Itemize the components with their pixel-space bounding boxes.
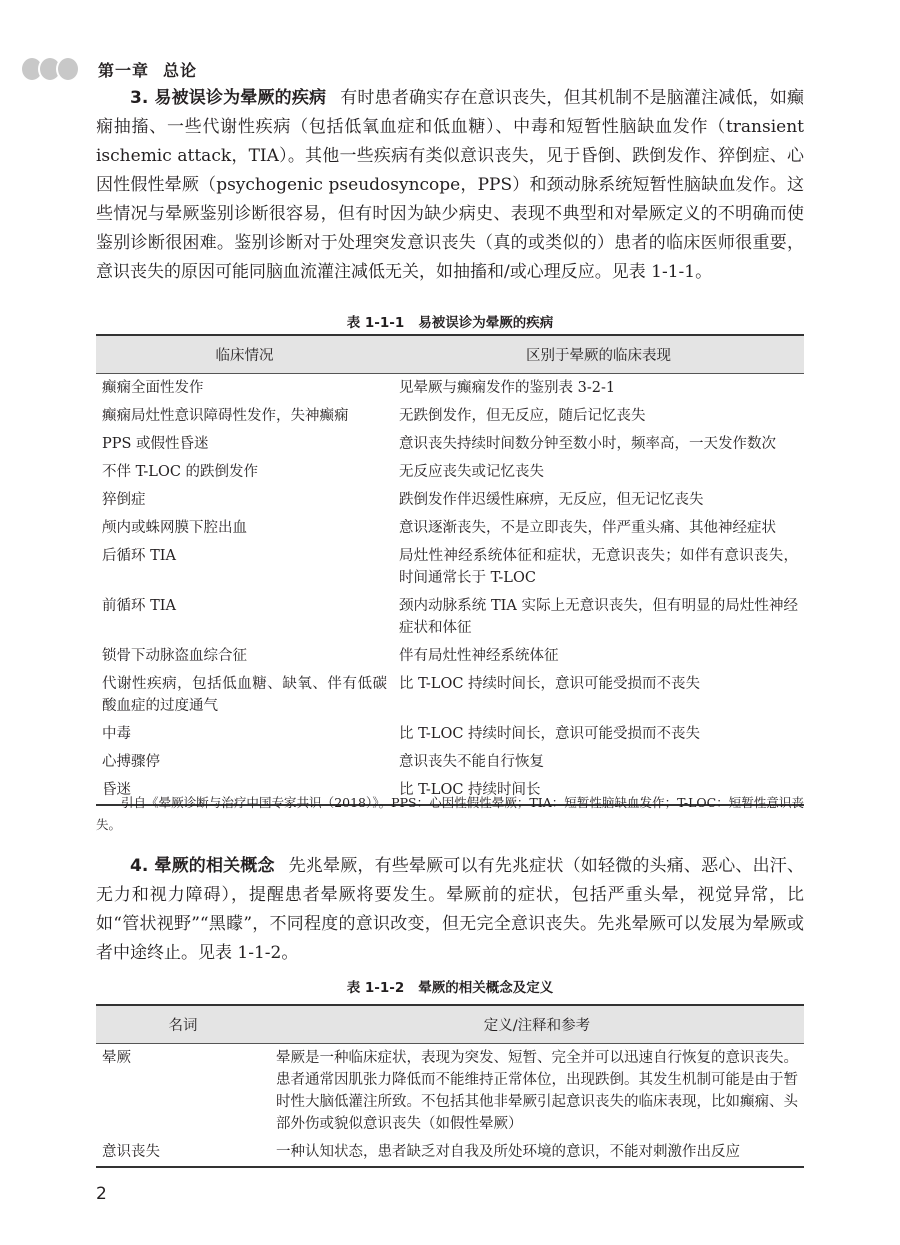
table-cell: 颈内动脉系统 TIA 实际上无意识丧失，但有明显的局灶性神经症状和体征 [399,598,798,636]
chapter-number: 第一章 [98,60,150,80]
table-cell: 意识丧失 [102,1144,160,1160]
chapter-title [98,58,197,81]
table-cell: 锁骨下动脉盗血综合征 [102,648,247,664]
table-title: 晕厥的相关概念及定义 [418,980,554,996]
table-misdiagnosis [96,334,804,806]
column-header: 名词 [96,1005,270,1044]
table-cell: 见晕厥与癫痫发作的鉴别表 3-2-1 [399,380,616,396]
table-row [96,592,804,642]
table-cell: 无跌倒发作，但无反应，随后记忆丧失 [399,408,646,424]
table-cell: 比 T-LOC 持续时间长，意识可能受损而不丧失 [399,676,701,692]
table-cell: 猝倒症 [102,492,146,508]
table-cell: 心搏骤停 [102,754,160,770]
table-row [96,374,804,403]
table-cell: PPS 或假性昏迷 [102,436,209,452]
table-cell: 中毒 [102,726,131,742]
table-cell: 癫痫局灶性意识障碍性发作，失神癫痫 [102,408,349,424]
table-cell: 局灶性神经系统体征和症状，无意识丧失；如伴有意识丧失，时间通常长于 T-LOC [399,548,798,586]
table-row [96,514,804,542]
section-3-paragraph [96,84,804,287]
table-row [96,1138,804,1167]
table-1-footnote: 引自《晕厥诊断与治疗中国专家共识（2018）》。PPS：心因性假性晕厥；TIA：短暂性脑缺血发作；T-LOC：短暂性意识丧失。 [96,795,804,832]
table-row [96,670,804,720]
column-header: 临床情况 [96,335,393,374]
table-cell: 比 T-LOC 持续时间长 [399,782,541,798]
table-title: 易被误诊为晕厥的疾病 [418,315,554,331]
table-row [96,542,804,592]
column-header: 定义/注释和参考 [270,1005,804,1044]
table-cell: 跌倒发作伴迟缓性麻痹，无反应，但无记忆丧失 [399,492,704,508]
table-number: 表 1-1-2 [346,980,405,996]
table-cell: 昏迷 [102,782,131,798]
table-row [96,748,804,776]
chapter-logo-icon [20,56,80,82]
table-cell: 代谢性疾病，包括低血糖、缺氧、伴有低碳酸血症的过度通气 [102,676,387,714]
table-cell: 意识逐渐丧失，不是立即丧失，伴严重头痛、其他神经症状 [399,520,776,536]
table-1-caption [96,311,804,331]
section-3-text: 有时患者确实存在意识丧失，但其机制不是脑灌注减低，如癫痫抽搐、一些代谢性疾病（包括低氧血症和低血糖）、中毒和短暂性脑缺血发作（transient ischemic attack，TIA）。其他一些疾病有类似意识丧失，见于昏倒、跌倒发作、猝倒症、心因性假性晕厥（psychogenic pseudosyncope，PPS）和颈动脉系统短暂性脑缺血发作。这些情况与晕厥鉴别诊断很容易，但有时因为缺少病史、表现不典型和对晕厥定义的不明确而使鉴别诊断很困难。鉴别诊断对于处理突发意识丧失（真的或类似的）患者的临床医师很重要，意识丧失的原因可能同脑血流灌注减低无关，如抽搐和/或心理反应。见表 1-1-1。 [96,88,804,282]
section-4-text: 先兆晕厥，有些晕厥可以有先兆症状（如轻微的头痛、恶心、出汗、无力和视力障碍），提醒患者晕厥将要发生。晕厥前的症状，包括严重头晕，视觉异常，比如“管状视野”“黑矇”，不同程度的意识改变，但无完全意识丧失。先兆晕厥可以发展为晕厥或者中途终止。见表 1-1-2。 [96,856,804,963]
table-cell: 不伴 T-LOC 的跌倒发作 [102,464,259,480]
table-cell: 晕厥 [102,1050,131,1066]
running-header [20,56,197,82]
table-number: 表 1-1-1 [346,315,405,331]
table-row [96,486,804,514]
table-cell: 无反应丧失或记忆丧失 [399,464,544,480]
table-cell: 前循环 TIA [102,598,176,614]
table-row [96,402,804,430]
section-4-heading: 4. 晕厥的相关概念 [130,856,275,876]
table-concepts [96,1004,804,1168]
table-cell: 意识丧失持续时间数分钟至数小时，频率高，一天发作数次 [399,436,776,452]
table-row [96,1044,804,1139]
table-cell: 晕厥是一种临床症状，表现为突发、短暂、完全并可以迅速自行恢复的意识丧失。患者通常因肌张力降低而不能维持正常体位，出现跌倒。其发生机制可能是由于暂时性大脑低灌注所致。不包括其他非晕厥引起意识丧失的临床表现，比如癫痫、头部外伤或貌似意识丧失（如假性晕厥） [276,1050,798,1132]
table-cell: 伴有局灶性神经系统体征 [399,648,559,664]
table-cell: 比 T-LOC 持续时间长，意识可能受损而不丧失 [399,726,701,742]
table-row [96,430,804,458]
section-4-paragraph [96,852,804,968]
table-row [96,720,804,748]
column-header: 区别于晕厥的临床表现 [393,335,804,374]
table-row [96,642,804,670]
table-cell: 意识丧失不能自行恢复 [399,754,544,770]
table-2-caption [96,976,804,996]
table-row [96,458,804,486]
page-number: 2 [96,1184,107,1204]
table-cell: 癫痫全面性发作 [102,380,204,396]
table-cell: 颅内或蛛网膜下腔出血 [102,520,247,536]
chapter-name: 总论 [163,60,198,80]
table-cell: 后循环 TIA [102,548,176,564]
section-3-heading: 3. 易被误诊为晕厥的疾病 [130,88,327,108]
table-cell: 一种认知状态，患者缺乏对自我及所处环境的意识，不能对刺激作出反应 [276,1144,740,1160]
